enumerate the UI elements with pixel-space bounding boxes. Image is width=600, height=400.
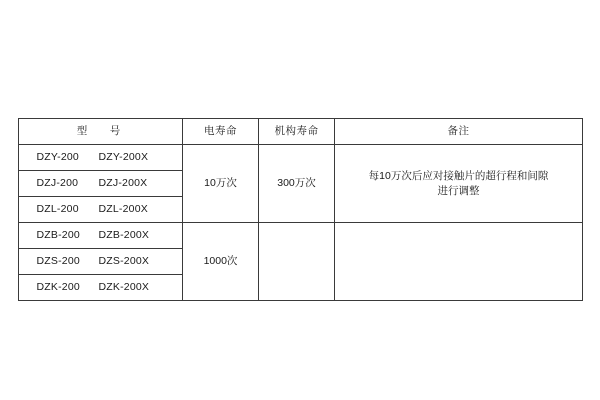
remarks-line-1: 每10万次后应对接触片的超行程和间隙 — [368, 170, 549, 183]
cell-model — [19, 197, 183, 223]
table-row — [19, 223, 583, 249]
model-code-b: DZJ-200X — [98, 177, 148, 190]
cell-mechanical-life: 300万次 — [259, 145, 335, 223]
cell-model — [19, 223, 183, 249]
model-code-a: DZB-200 — [36, 229, 80, 242]
cell-remarks — [335, 145, 583, 223]
table-row — [19, 145, 583, 171]
remarks-line-2: 进行调整 — [437, 184, 480, 197]
cell-electrical-life: 10万次 — [183, 145, 259, 223]
table-header-row — [19, 119, 583, 145]
cell-model — [19, 145, 183, 171]
model-code-a: DZS-200 — [36, 255, 80, 268]
header-electrical-life: 电寿命 — [183, 119, 259, 145]
spec-table-container — [18, 118, 582, 301]
model-code-b: DZL-200X — [98, 203, 148, 216]
model-code-a: DZY-200 — [36, 151, 79, 164]
spec-table — [18, 118, 583, 301]
model-code-a: DZK-200 — [36, 281, 80, 294]
header-remarks: 备注 — [335, 119, 583, 145]
cell-mechanical-life — [259, 223, 335, 301]
cell-remarks — [335, 223, 583, 301]
header-mechanical-life: 机构寿命 — [259, 119, 335, 145]
cell-model — [19, 171, 183, 197]
model-code-b: DZK-200X — [98, 281, 150, 294]
model-code-a: DZJ-200 — [36, 177, 79, 190]
cell-model — [19, 249, 183, 275]
header-model: 型 号 — [19, 119, 183, 145]
model-code-b: DZY-200X — [98, 151, 149, 164]
model-code-a: DZL-200 — [36, 203, 79, 216]
model-code-b: DZS-200X — [98, 255, 150, 268]
model-code-b: DZB-200X — [98, 229, 150, 242]
cell-model — [19, 275, 183, 301]
cell-electrical-life: 1000次 — [183, 223, 259, 301]
